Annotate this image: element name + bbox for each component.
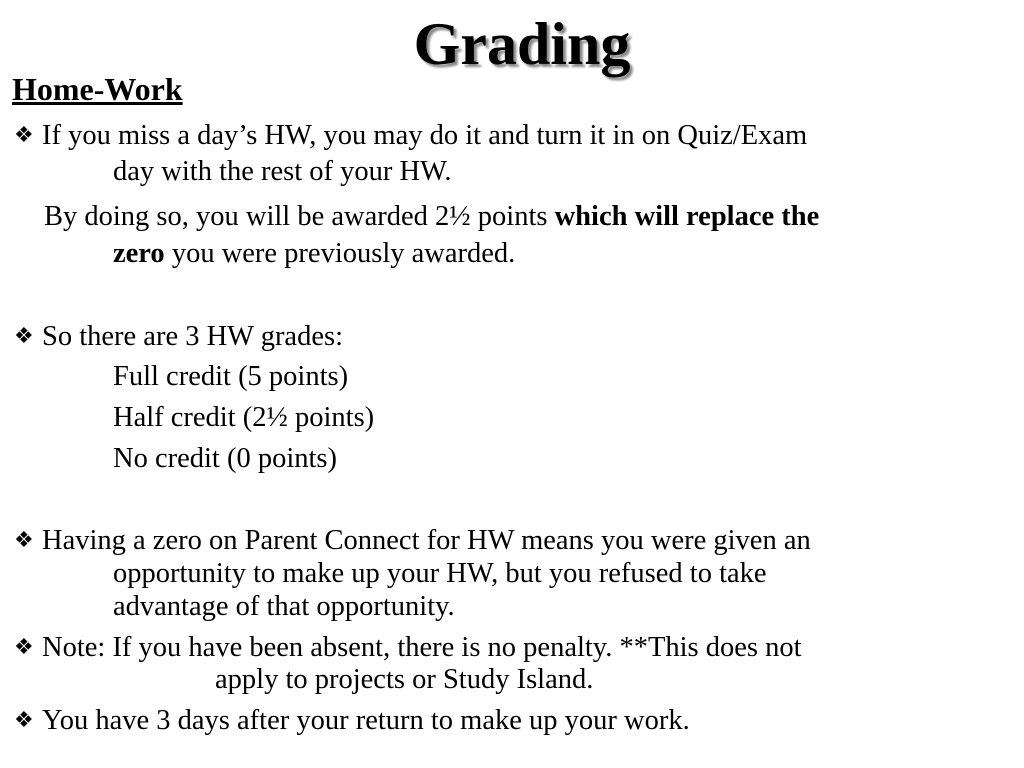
slide-title: Grading <box>413 11 631 77</box>
bullet-text: So there are 3 HW grades: <box>42 321 343 352</box>
bullet-item-missed-hw <box>14 118 807 153</box>
bullet-text: Note: If you have been absent, there is no penalty. **This does not <box>42 632 802 663</box>
diamond-bullet-icon: ❖ <box>14 323 34 348</box>
bullet-text: You have 3 days after your return to make up your work. <box>42 705 690 736</box>
bullet-item-makeup-deadline <box>14 703 690 738</box>
emphasis-text: which will replace the <box>554 201 820 232</box>
paragraph-text: you were previously awarded. <box>164 238 516 269</box>
bullet-continuation: opportunity to make up your HW, but you refused to take <box>113 558 767 589</box>
diamond-bullet-icon: ❖ <box>14 707 34 732</box>
section-heading-homework: Home-Work <box>12 71 183 107</box>
grade-option-half: Half credit (2½ points) <box>113 402 375 433</box>
diamond-bullet-icon: ❖ <box>14 527 34 552</box>
bullet-continuation: apply to projects or Study Island. <box>215 664 594 695</box>
makeup-paragraph-continuation <box>113 237 515 271</box>
diamond-bullet-icon: ❖ <box>14 634 34 659</box>
grade-option-none: No credit (0 points) <box>113 443 337 474</box>
bullet-text: Having a zero on Parent Connect for HW means you were given an <box>42 525 811 556</box>
bullet-item-hw-grades <box>14 319 343 354</box>
makeup-paragraph <box>44 200 819 234</box>
paragraph-text: By doing so, you will be awarded 2½ points <box>44 201 555 232</box>
bullet-item-parent-connect <box>14 523 811 558</box>
emphasis-text: zero <box>113 238 165 269</box>
bullet-continuation: day with the rest of your HW. <box>113 156 452 187</box>
bullet-continuation: advantage of that opportunity. <box>113 591 455 622</box>
diamond-bullet-icon: ❖ <box>14 122 34 147</box>
bullet-text: If you miss a day’s HW, you may do it and turn it in on Quiz/Exam <box>42 120 808 151</box>
grade-option-full: Full credit (5 points) <box>113 361 349 392</box>
bullet-item-absence-note <box>14 630 802 665</box>
